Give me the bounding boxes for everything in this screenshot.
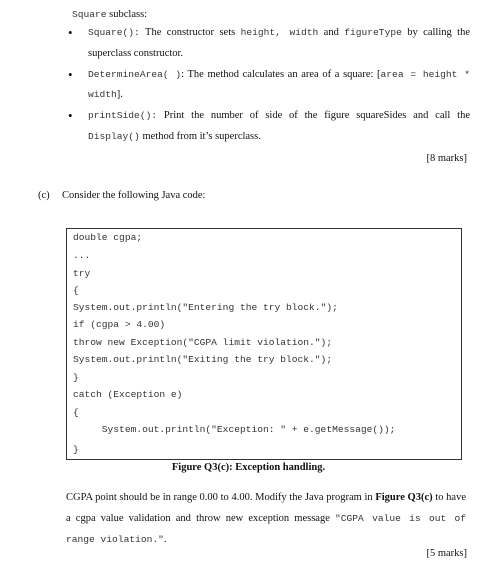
paragraph-text: CGPA point should be in range 0.00 to 4.00. Modify the Java program in [66, 492, 376, 503]
code-line: { [73, 285, 79, 296]
item-code: figureType [344, 27, 402, 38]
list-item [62, 23, 470, 64]
code-line: System.out.println("Exception: " + e.getMessage()); [73, 424, 396, 435]
method-name: DetermineArea( ) [88, 68, 182, 80]
item-code: height, width [240, 27, 319, 38]
section-heading [72, 9, 147, 20]
code-line: throw new Exception("CGPA limit violation."); [73, 337, 333, 348]
code-line: try [73, 268, 91, 279]
item-code: Display() [88, 130, 140, 142]
item-text: Print the number of side of the figure squareSides and call the [157, 110, 470, 121]
item-text: by calling the superclass constructor. [88, 27, 470, 59]
item-code: area = height * width [88, 68, 470, 100]
code-block [66, 228, 462, 460]
heading-code: Square [72, 9, 107, 20]
requirement-list [62, 23, 470, 148]
paragraph-text: . [163, 534, 167, 545]
figure-reference: Figure Q3(c) [375, 492, 433, 503]
item-text: method from it’s superclass. [139, 130, 261, 142]
code-line: System.out.println("Entering the try block."); [73, 302, 338, 313]
paragraph-text: to have a cgpa value validation and throw new exception message [66, 492, 466, 524]
task-paragraph [66, 487, 466, 550]
code-line: } [73, 444, 79, 455]
marks-label: [5 marks] [426, 548, 467, 559]
code-line: double cgpa; [73, 232, 143, 243]
method-name: printSide(): [88, 110, 158, 121]
question-c [38, 190, 205, 201]
code-line: System.out.println("Exiting the try block."); [73, 354, 333, 365]
figure-caption: Figure Q3(c): Exception handling. [171, 462, 326, 473]
item-text: and [318, 27, 345, 38]
heading-text: subclass: [106, 9, 148, 20]
code-line: ... [73, 250, 91, 261]
code-line: } [73, 372, 79, 383]
item-text: ]. [116, 89, 123, 100]
item-text: : The method calculates an area of a square: [ [181, 68, 381, 80]
exception-message: "CGPA value is out of range violation." [66, 513, 466, 545]
code-line: catch (Exception e) [73, 389, 183, 400]
question-label: (c) [38, 190, 50, 201]
code-line: { [73, 407, 79, 418]
method-name: Square(): [88, 27, 140, 38]
list-item [62, 65, 470, 106]
marks-label: [8 marks] [426, 153, 467, 164]
question-text: Consider the following Java code: [62, 190, 206, 201]
list-item [62, 106, 470, 147]
code-line: if (cgpa > 4.00) [73, 319, 166, 330]
item-text: The constructor sets [139, 27, 241, 38]
